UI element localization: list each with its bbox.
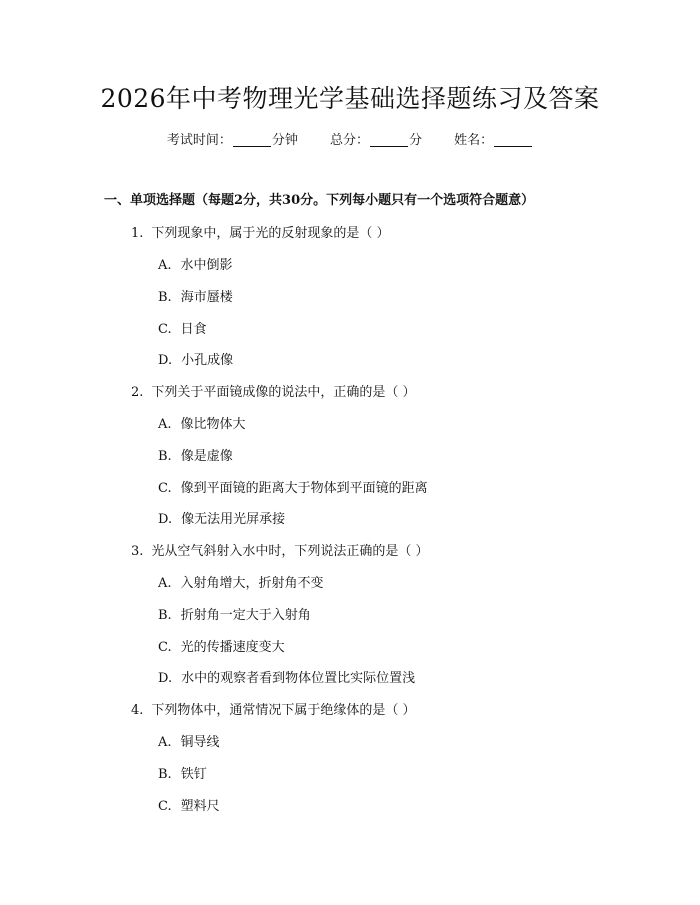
exam-time-label: 考试时间： xyxy=(166,133,232,148)
exam-time-unit: 分钟 xyxy=(271,133,298,148)
question-number: 1. xyxy=(131,226,144,241)
option-2a xyxy=(158,415,246,435)
option-text: 像比物体大 xyxy=(180,417,246,432)
option-text: 铁钉 xyxy=(180,767,207,782)
option-letter: B. xyxy=(158,767,172,782)
question-number: 2. xyxy=(131,385,144,400)
option-letter: A. xyxy=(158,258,172,273)
option-3d xyxy=(158,669,415,689)
option-text: 光的传播速度变大 xyxy=(180,640,285,655)
question-number: 3. xyxy=(131,544,144,559)
question-2 xyxy=(131,383,416,403)
option-1a xyxy=(158,256,233,276)
question-3 xyxy=(131,542,429,562)
option-letter: B. xyxy=(158,290,172,305)
option-1d xyxy=(158,351,233,371)
question-text: 下列关于平面镜成像的说法中，正确的是（ ） xyxy=(151,385,416,400)
option-letter: C. xyxy=(158,799,172,814)
question-text: 光从空气斜射入水中时，下列说法正确的是（ ） xyxy=(151,544,429,559)
section-title: 一、单项选择题（每题2分，共30分。下列每小题只有一个选项符合题意） xyxy=(104,193,535,208)
option-text: 入射角增大，折射角不变 xyxy=(180,576,324,591)
option-4a xyxy=(158,733,220,753)
option-letter: D. xyxy=(158,353,173,368)
option-text: 水中倒影 xyxy=(180,258,233,273)
name-field xyxy=(454,131,533,151)
question-4 xyxy=(131,701,416,721)
option-1c xyxy=(158,320,207,340)
question-number: 4. xyxy=(131,703,144,718)
option-3c xyxy=(158,638,285,658)
option-text: 塑料尺 xyxy=(180,799,220,814)
question-text: 下列现象中，属于光的反射现象的是（ ） xyxy=(151,226,390,241)
option-letter: B. xyxy=(158,608,172,623)
option-letter: C. xyxy=(158,640,172,655)
option-letter: C. xyxy=(158,322,172,337)
option-text: 像到平面镜的距离大于物体到平面镜的距离 xyxy=(180,481,428,496)
option-text: 水中的观察者看到物体位置比实际位置浅 xyxy=(181,671,416,686)
option-4b xyxy=(158,765,207,785)
option-2d xyxy=(158,510,285,530)
exam-info-line xyxy=(0,131,700,151)
option-3b xyxy=(158,606,311,626)
total-score-unit: 分 xyxy=(409,133,423,148)
option-letter: B. xyxy=(158,449,172,464)
option-text: 折射角一定大于入射角 xyxy=(180,608,311,623)
option-text: 日食 xyxy=(180,322,207,337)
option-text: 小孔成像 xyxy=(181,353,234,368)
question-text: 下列物体中，通常情况下属于绝缘体的是（ ） xyxy=(151,703,416,718)
option-3a xyxy=(158,574,324,594)
option-letter: A. xyxy=(158,735,172,750)
option-text: 铜导线 xyxy=(180,735,220,750)
option-1b xyxy=(158,288,233,308)
total-score-label: 总分： xyxy=(329,133,369,148)
name-label: 姓名： xyxy=(454,133,494,148)
option-letter: D. xyxy=(158,671,173,686)
exam-time-field xyxy=(167,131,298,151)
option-text: 海市蜃楼 xyxy=(180,290,233,305)
option-4c xyxy=(158,797,220,817)
option-text: 像无法用光屏承接 xyxy=(181,512,286,527)
option-letter: A. xyxy=(158,417,172,432)
option-letter: C. xyxy=(158,481,172,496)
question-1 xyxy=(131,224,390,244)
option-letter: D. xyxy=(158,512,173,527)
option-letter: A. xyxy=(158,576,172,591)
name-blank xyxy=(494,132,532,147)
exam-time-blank xyxy=(233,132,271,147)
document-title: 2026年中考物理光学基础选择题练习及答案 xyxy=(100,84,600,113)
option-text: 像是虚像 xyxy=(180,449,233,464)
option-2c xyxy=(158,479,428,499)
total-score-blank xyxy=(370,132,408,147)
total-score-field xyxy=(330,131,422,151)
option-2b xyxy=(158,447,233,467)
